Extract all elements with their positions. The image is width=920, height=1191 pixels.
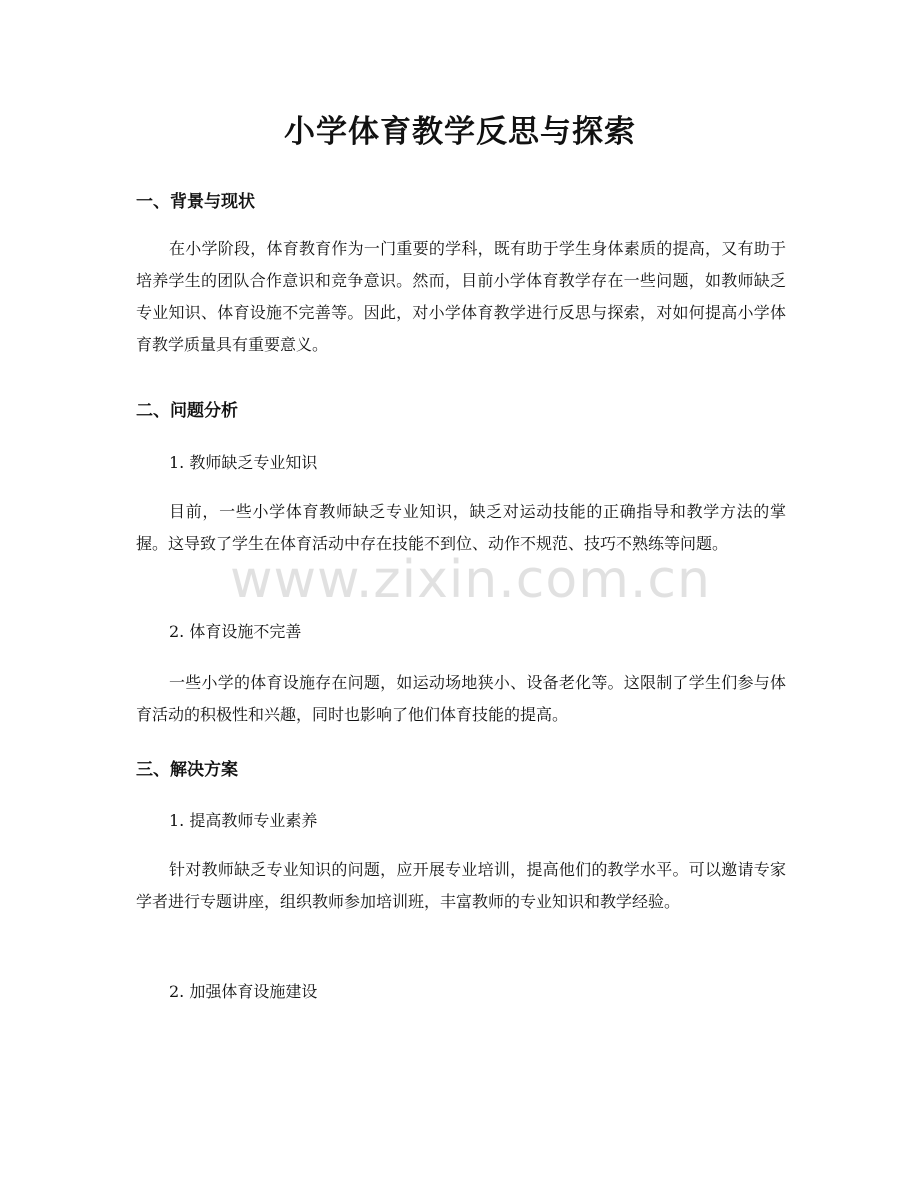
document-title: 小学体育教学反思与探索	[284, 114, 636, 150]
paragraph-teacher-knowledge: 目前，一些小学体育教师缺乏专业知识，缺乏对运动技能的正确指导和教学方法的掌握。这导致了学生在体育活动中存在技能不到位、动作不规范、技巧不熟练等问题。	[136, 502, 786, 553]
section-heading-solutions: 三、解决方案	[136, 760, 238, 780]
subheading-facilities: 2. 体育设施不完善	[169, 622, 302, 641]
paragraph-background: 在小学阶段，体育教育作为一门重要的学科，既有助于学生身体素质的提高，又有助于培养学生的团队合作意识和竞争意识。然而，目前小学体育教学存在一些问题，如教师缺乏专业知识、体育设施不完善等。因此，对小学体育教学进行反思与探索，对如何提高小学体育教学质量具有重要意义。	[136, 239, 786, 354]
subheading-facility-construction: 2. 加强体育设施建设	[169, 982, 318, 1001]
subheading-teacher-training: 1. 提高教师专业素养	[169, 811, 318, 830]
paragraph-facilities: 一些小学的体育设施存在问题，如运动场地狭小、设备老化等。这限制了学生们参与体育活动的积极性和兴趣，同时也影响了他们体育技能的提高。	[136, 673, 786, 724]
subheading-teacher-knowledge: 1. 教师缺乏专业知识	[169, 453, 318, 472]
paragraph-teacher-training: 针对教师缺乏专业知识的问题，应开展专业培训，提高他们的教学水平。可以邀请专家学者进行专题讲座，组织教师参加培训班，丰富教师的专业知识和教学经验。	[136, 860, 786, 911]
watermark: www.zixin.com.cn	[230, 550, 711, 610]
section-heading-problem-analysis: 二、问题分析	[136, 401, 238, 421]
section-heading-background: 一、背景与现状	[136, 192, 255, 212]
